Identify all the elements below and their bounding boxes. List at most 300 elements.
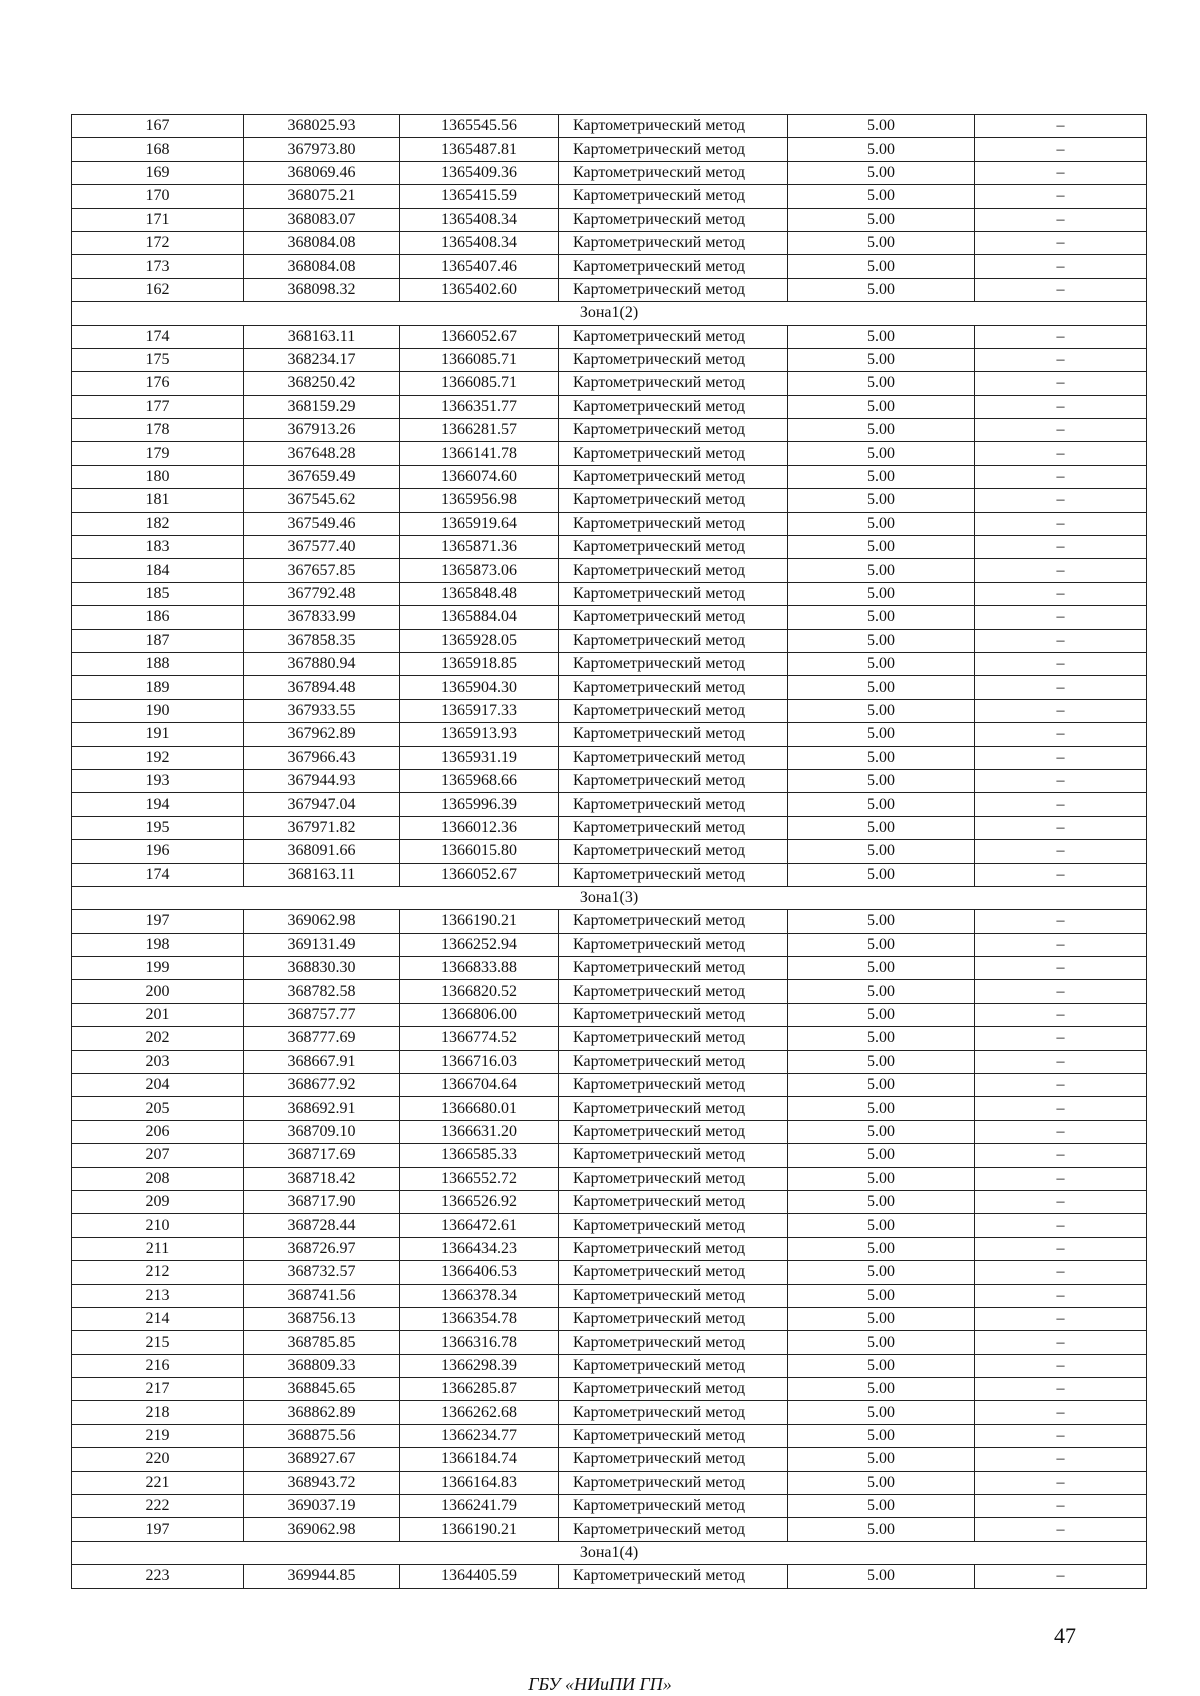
note-cell: –: [975, 442, 1147, 465]
table-row: [72, 606, 1147, 629]
accuracy-cell: 5.00: [788, 1331, 975, 1354]
point-number-cell: 213: [72, 1284, 244, 1307]
method-cell: Картометрический метод: [559, 395, 788, 418]
table-row: [72, 1027, 1147, 1050]
accuracy-cell: 5.00: [788, 489, 975, 512]
y-coordinate-cell: 1365917.33: [400, 699, 559, 722]
table-row: [72, 1237, 1147, 1260]
point-number-cell: 193: [72, 769, 244, 792]
note-cell: –: [975, 1518, 1147, 1541]
note-cell: –: [975, 1237, 1147, 1260]
accuracy-cell: 5.00: [788, 536, 975, 559]
accuracy-cell: 5.00: [788, 185, 975, 208]
note-cell: –: [975, 115, 1147, 138]
accuracy-cell: 5.00: [788, 957, 975, 980]
x-coordinate-cell: 368159.29: [244, 395, 400, 418]
method-cell: Картометрический метод: [559, 1495, 788, 1518]
y-coordinate-cell: 1366434.23: [400, 1237, 559, 1260]
x-coordinate-cell: 368785.85: [244, 1331, 400, 1354]
table-row: [72, 957, 1147, 980]
point-number-cell: 203: [72, 1050, 244, 1073]
x-coordinate-cell: 368075.21: [244, 185, 400, 208]
coordinates-table: [71, 114, 1147, 1589]
accuracy-cell: 5.00: [788, 1284, 975, 1307]
x-coordinate-cell: 368756.13: [244, 1307, 400, 1330]
accuracy-cell: 5.00: [788, 1518, 975, 1541]
point-number-cell: 221: [72, 1471, 244, 1494]
x-coordinate-cell: 367947.04: [244, 793, 400, 816]
x-coordinate-cell: 367966.43: [244, 746, 400, 769]
note-cell: –: [975, 1190, 1147, 1213]
y-coordinate-cell: 1366526.92: [400, 1190, 559, 1213]
accuracy-cell: 5.00: [788, 816, 975, 839]
method-cell: Картометрический метод: [559, 536, 788, 559]
method-cell: Картометрический метод: [559, 1471, 788, 1494]
table-row: [72, 1565, 1147, 1588]
method-cell: Картометрический метод: [559, 933, 788, 956]
x-coordinate-cell: 368069.46: [244, 161, 400, 184]
x-coordinate-cell: 367833.99: [244, 606, 400, 629]
table-row: [72, 1284, 1147, 1307]
point-number-cell: 170: [72, 185, 244, 208]
note-cell: –: [975, 957, 1147, 980]
accuracy-cell: 5.00: [788, 840, 975, 863]
table-row: [72, 138, 1147, 161]
table-row: [72, 395, 1147, 418]
method-cell: Картометрический метод: [559, 723, 788, 746]
y-coordinate-cell: 1366184.74: [400, 1448, 559, 1471]
table-row: [72, 1307, 1147, 1330]
table-row: [72, 1424, 1147, 1447]
y-coordinate-cell: 1365415.59: [400, 185, 559, 208]
x-coordinate-cell: 367880.94: [244, 652, 400, 675]
y-coordinate-cell: 1365848.48: [400, 582, 559, 605]
method-cell: Картометрический метод: [559, 1074, 788, 1097]
method-cell: Картометрический метод: [559, 1237, 788, 1260]
method-cell: Картометрический метод: [559, 208, 788, 231]
x-coordinate-cell: 368830.30: [244, 957, 400, 980]
y-coordinate-cell: 1366631.20: [400, 1120, 559, 1143]
table-row: [72, 582, 1147, 605]
x-coordinate-cell: 367944.93: [244, 769, 400, 792]
x-coordinate-cell: 368741.56: [244, 1284, 400, 1307]
note-cell: –: [975, 1284, 1147, 1307]
x-coordinate-cell: 368862.89: [244, 1401, 400, 1424]
y-coordinate-cell: 1365956.98: [400, 489, 559, 512]
x-coordinate-cell: 368845.65: [244, 1378, 400, 1401]
method-cell: Картометрический метод: [559, 840, 788, 863]
accuracy-cell: 5.00: [788, 980, 975, 1003]
table-row: [72, 1401, 1147, 1424]
point-number-cell: 162: [72, 278, 244, 301]
point-number-cell: 177: [72, 395, 244, 418]
note-cell: –: [975, 1378, 1147, 1401]
x-coordinate-cell: 369944.85: [244, 1565, 400, 1588]
x-coordinate-cell: 368718.42: [244, 1167, 400, 1190]
y-coordinate-cell: 1366472.61: [400, 1214, 559, 1237]
table-row: [72, 629, 1147, 652]
x-coordinate-cell: 368163.11: [244, 325, 400, 348]
accuracy-cell: 5.00: [788, 1237, 975, 1260]
point-number-cell: 190: [72, 699, 244, 722]
x-coordinate-cell: 368083.07: [244, 208, 400, 231]
point-number-cell: 197: [72, 910, 244, 933]
zone-label: Зона1(3): [72, 886, 1147, 909]
point-number-cell: 197: [72, 1518, 244, 1541]
point-number-cell: 178: [72, 419, 244, 442]
method-cell: Картометрический метод: [559, 1050, 788, 1073]
table-row: [72, 793, 1147, 816]
note-cell: –: [975, 559, 1147, 582]
y-coordinate-cell: 1365408.34: [400, 208, 559, 231]
x-coordinate-cell: 368728.44: [244, 1214, 400, 1237]
x-coordinate-cell: 367858.35: [244, 629, 400, 652]
table-row: [72, 161, 1147, 184]
x-coordinate-cell: 367648.28: [244, 442, 400, 465]
method-cell: Картометрический метод: [559, 1518, 788, 1541]
method-cell: Картометрический метод: [559, 816, 788, 839]
method-cell: Картометрический метод: [559, 793, 788, 816]
table-row: [72, 746, 1147, 769]
point-number-cell: 174: [72, 325, 244, 348]
method-cell: Картометрический метод: [559, 185, 788, 208]
x-coordinate-cell: 368025.93: [244, 115, 400, 138]
table-row: [72, 816, 1147, 839]
note-cell: –: [975, 1167, 1147, 1190]
point-number-cell: 195: [72, 816, 244, 839]
table-row: [72, 1074, 1147, 1097]
note-cell: –: [975, 278, 1147, 301]
x-coordinate-cell: 367913.26: [244, 419, 400, 442]
table-row: [72, 419, 1147, 442]
accuracy-cell: 5.00: [788, 325, 975, 348]
accuracy-cell: 5.00: [788, 1495, 975, 1518]
point-number-cell: 187: [72, 629, 244, 652]
note-cell: –: [975, 676, 1147, 699]
accuracy-cell: 5.00: [788, 419, 975, 442]
y-coordinate-cell: 1366241.79: [400, 1495, 559, 1518]
y-coordinate-cell: 1366052.67: [400, 325, 559, 348]
x-coordinate-cell: 368163.11: [244, 863, 400, 886]
x-coordinate-cell: 367577.40: [244, 536, 400, 559]
note-cell: –: [975, 910, 1147, 933]
accuracy-cell: 5.00: [788, 1401, 975, 1424]
accuracy-cell: 5.00: [788, 1003, 975, 1026]
accuracy-cell: 5.00: [788, 348, 975, 371]
point-number-cell: 171: [72, 208, 244, 231]
accuracy-cell: 5.00: [788, 1565, 975, 1588]
note-cell: –: [975, 372, 1147, 395]
note-cell: –: [975, 629, 1147, 652]
x-coordinate-cell: 367659.49: [244, 465, 400, 488]
note-cell: –: [975, 840, 1147, 863]
accuracy-cell: 5.00: [788, 465, 975, 488]
y-coordinate-cell: 1366281.57: [400, 419, 559, 442]
accuracy-cell: 5.00: [788, 115, 975, 138]
accuracy-cell: 5.00: [788, 629, 975, 652]
method-cell: Картометрический метод: [559, 582, 788, 605]
x-coordinate-cell: 367549.46: [244, 512, 400, 535]
x-coordinate-cell: 368809.33: [244, 1354, 400, 1377]
y-coordinate-cell: 1366074.60: [400, 465, 559, 488]
table-row: [72, 699, 1147, 722]
accuracy-cell: 5.00: [788, 1027, 975, 1050]
point-number-cell: 217: [72, 1378, 244, 1401]
point-number-cell: 191: [72, 723, 244, 746]
x-coordinate-cell: 369131.49: [244, 933, 400, 956]
table-row: [72, 1495, 1147, 1518]
y-coordinate-cell: 1366316.78: [400, 1331, 559, 1354]
table-row: [72, 910, 1147, 933]
point-number-cell: 186: [72, 606, 244, 629]
note-cell: –: [975, 536, 1147, 559]
y-coordinate-cell: 1366085.71: [400, 372, 559, 395]
y-coordinate-cell: 1365968.66: [400, 769, 559, 792]
method-cell: Картометрический метод: [559, 419, 788, 442]
table-row: [72, 536, 1147, 559]
method-cell: Картометрический метод: [559, 629, 788, 652]
accuracy-cell: 5.00: [788, 1471, 975, 1494]
method-cell: Картометрический метод: [559, 1144, 788, 1167]
accuracy-cell: 5.00: [788, 652, 975, 675]
accuracy-cell: 5.00: [788, 1050, 975, 1073]
point-number-cell: 194: [72, 793, 244, 816]
method-cell: Картометрический метод: [559, 489, 788, 512]
y-coordinate-cell: 1365913.93: [400, 723, 559, 746]
method-cell: Картометрический метод: [559, 1027, 788, 1050]
table-row: [72, 348, 1147, 371]
table-row: [72, 723, 1147, 746]
method-cell: Картометрический метод: [559, 1331, 788, 1354]
x-coordinate-cell: 368875.56: [244, 1424, 400, 1447]
method-cell: Картометрический метод: [559, 957, 788, 980]
accuracy-cell: 5.00: [788, 559, 975, 582]
table-row: [72, 1378, 1147, 1401]
method-cell: Картометрический метод: [559, 255, 788, 278]
x-coordinate-cell: 367962.89: [244, 723, 400, 746]
table-row: [72, 1354, 1147, 1377]
accuracy-cell: 5.00: [788, 395, 975, 418]
note-cell: –: [975, 348, 1147, 371]
accuracy-cell: 5.00: [788, 1097, 975, 1120]
note-cell: –: [975, 138, 1147, 161]
table-row: [72, 1331, 1147, 1354]
point-number-cell: 182: [72, 512, 244, 535]
y-coordinate-cell: 1364405.59: [400, 1565, 559, 1588]
point-number-cell: 176: [72, 372, 244, 395]
accuracy-cell: 5.00: [788, 372, 975, 395]
table-row: [72, 1167, 1147, 1190]
x-coordinate-cell: 368084.08: [244, 255, 400, 278]
note-cell: –: [975, 1448, 1147, 1471]
note-cell: –: [975, 746, 1147, 769]
note-cell: –: [975, 1027, 1147, 1050]
table-row: [72, 442, 1147, 465]
accuracy-cell: 5.00: [788, 1120, 975, 1143]
y-coordinate-cell: 1365407.46: [400, 255, 559, 278]
accuracy-cell: 5.00: [788, 910, 975, 933]
note-cell: –: [975, 325, 1147, 348]
method-cell: Картометрический метод: [559, 278, 788, 301]
method-cell: Картометрический метод: [559, 769, 788, 792]
note-cell: –: [975, 816, 1147, 839]
method-cell: Картометрический метод: [559, 559, 788, 582]
method-cell: Картометрический метод: [559, 980, 788, 1003]
accuracy-cell: 5.00: [788, 1074, 975, 1097]
x-coordinate-cell: 368726.97: [244, 1237, 400, 1260]
method-cell: Картометрический метод: [559, 325, 788, 348]
note-cell: –: [975, 1401, 1147, 1424]
table-row: [72, 1190, 1147, 1213]
y-coordinate-cell: 1366378.34: [400, 1284, 559, 1307]
x-coordinate-cell: 367657.85: [244, 559, 400, 582]
note-cell: –: [975, 769, 1147, 792]
method-cell: Картометрический метод: [559, 465, 788, 488]
method-cell: Картометрический метод: [559, 1003, 788, 1026]
note-cell: –: [975, 1565, 1147, 1588]
point-number-cell: 167: [72, 115, 244, 138]
y-coordinate-cell: 1366716.03: [400, 1050, 559, 1073]
accuracy-cell: 5.00: [788, 442, 975, 465]
table-row: [72, 489, 1147, 512]
point-number-cell: 180: [72, 465, 244, 488]
zone-header-row: [72, 1541, 1147, 1564]
table-row: [72, 559, 1147, 582]
accuracy-cell: 5.00: [788, 1214, 975, 1237]
method-cell: Картометрический метод: [559, 676, 788, 699]
point-number-cell: 169: [72, 161, 244, 184]
note-cell: –: [975, 699, 1147, 722]
y-coordinate-cell: 1366052.67: [400, 863, 559, 886]
y-coordinate-cell: 1366354.78: [400, 1307, 559, 1330]
table-row: [72, 512, 1147, 535]
y-coordinate-cell: 1365918.85: [400, 652, 559, 675]
y-coordinate-cell: 1366262.68: [400, 1401, 559, 1424]
note-cell: –: [975, 1354, 1147, 1377]
x-coordinate-cell: 368717.90: [244, 1190, 400, 1213]
y-coordinate-cell: 1366806.00: [400, 1003, 559, 1026]
point-number-cell: 220: [72, 1448, 244, 1471]
note-cell: –: [975, 465, 1147, 488]
zone-header-row: [72, 302, 1147, 325]
point-number-cell: 212: [72, 1261, 244, 1284]
note-cell: –: [975, 1074, 1147, 1097]
coordinates-table-body: [72, 115, 1147, 1589]
method-cell: Картометрический метод: [559, 442, 788, 465]
point-number-cell: 210: [72, 1214, 244, 1237]
point-number-cell: 215: [72, 1331, 244, 1354]
point-number-cell: 209: [72, 1190, 244, 1213]
x-coordinate-cell: 369037.19: [244, 1495, 400, 1518]
y-coordinate-cell: 1366704.64: [400, 1074, 559, 1097]
table-row: [72, 1144, 1147, 1167]
method-cell: Картометрический метод: [559, 1214, 788, 1237]
note-cell: –: [975, 208, 1147, 231]
y-coordinate-cell: 1365871.36: [400, 536, 559, 559]
note-cell: –: [975, 1214, 1147, 1237]
x-coordinate-cell: 368692.91: [244, 1097, 400, 1120]
point-number-cell: 200: [72, 980, 244, 1003]
footer-organization: ГБУ «НИиПИ ГП»: [528, 1674, 672, 1694]
y-coordinate-cell: 1366552.72: [400, 1167, 559, 1190]
zone-label: Зона1(4): [72, 1541, 1147, 1564]
y-coordinate-cell: 1366298.39: [400, 1354, 559, 1377]
accuracy-cell: 5.00: [788, 699, 975, 722]
table-row: [72, 208, 1147, 231]
method-cell: Картометрический метод: [559, 1097, 788, 1120]
note-cell: –: [975, 582, 1147, 605]
x-coordinate-cell: 368782.58: [244, 980, 400, 1003]
x-coordinate-cell: 367973.80: [244, 138, 400, 161]
point-number-cell: 179: [72, 442, 244, 465]
method-cell: Картометрический метод: [559, 115, 788, 138]
x-coordinate-cell: 368927.67: [244, 1448, 400, 1471]
point-number-cell: 211: [72, 1237, 244, 1260]
x-coordinate-cell: 367545.62: [244, 489, 400, 512]
accuracy-cell: 5.00: [788, 606, 975, 629]
point-number-cell: 223: [72, 1565, 244, 1588]
note-cell: –: [975, 1471, 1147, 1494]
x-coordinate-cell: 367792.48: [244, 582, 400, 605]
accuracy-cell: 5.00: [788, 676, 975, 699]
y-coordinate-cell: 1366585.33: [400, 1144, 559, 1167]
point-number-cell: 219: [72, 1424, 244, 1447]
method-cell: Картометрический метод: [559, 1424, 788, 1447]
y-coordinate-cell: 1365402.60: [400, 278, 559, 301]
table-row: [72, 1050, 1147, 1073]
y-coordinate-cell: 1366252.94: [400, 933, 559, 956]
method-cell: Картометрический метод: [559, 1261, 788, 1284]
y-coordinate-cell: 1366406.53: [400, 1261, 559, 1284]
method-cell: Картометрический метод: [559, 1378, 788, 1401]
y-coordinate-cell: 1365408.34: [400, 231, 559, 254]
point-number-cell: 204: [72, 1074, 244, 1097]
method-cell: Картометрический метод: [559, 1307, 788, 1330]
point-number-cell: 198: [72, 933, 244, 956]
table-row: [72, 1471, 1147, 1494]
y-coordinate-cell: 1366012.36: [400, 816, 559, 839]
method-cell: Картометрический метод: [559, 1448, 788, 1471]
method-cell: Картометрический метод: [559, 699, 788, 722]
point-number-cell: 185: [72, 582, 244, 605]
table-row: [72, 278, 1147, 301]
method-cell: Картометрический метод: [559, 161, 788, 184]
y-coordinate-cell: 1366085.71: [400, 348, 559, 371]
x-coordinate-cell: 367971.82: [244, 816, 400, 839]
table-row: [72, 372, 1147, 395]
note-cell: –: [975, 512, 1147, 535]
note-cell: –: [975, 1495, 1147, 1518]
x-coordinate-cell: 368091.66: [244, 840, 400, 863]
method-cell: Картометрический метод: [559, 746, 788, 769]
zone-label: Зона1(2): [72, 302, 1147, 325]
x-coordinate-cell: 368717.69: [244, 1144, 400, 1167]
point-number-cell: 218: [72, 1401, 244, 1424]
accuracy-cell: 5.00: [788, 1354, 975, 1377]
note-cell: –: [975, 255, 1147, 278]
table-row: [72, 1261, 1147, 1284]
method-cell: Картометрический метод: [559, 1565, 788, 1588]
method-cell: Картометрический метод: [559, 348, 788, 371]
note-cell: –: [975, 1120, 1147, 1143]
point-number-cell: 172: [72, 231, 244, 254]
accuracy-cell: 5.00: [788, 723, 975, 746]
point-number-cell: 188: [72, 652, 244, 675]
point-number-cell: 184: [72, 559, 244, 582]
point-number-cell: 183: [72, 536, 244, 559]
x-coordinate-cell: 367894.48: [244, 676, 400, 699]
x-coordinate-cell: 368677.92: [244, 1074, 400, 1097]
